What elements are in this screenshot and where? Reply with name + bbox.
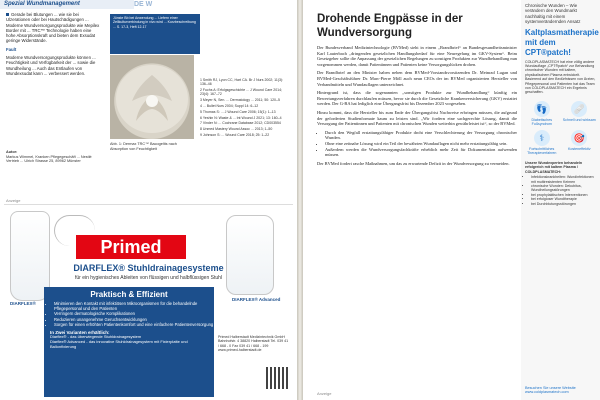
product-label-advanced: DIARFLEX® Advanced bbox=[232, 297, 281, 302]
sidebar-bullet-item: • bei prophylaktischen Interventionen bbox=[531, 193, 596, 197]
reference-item: 4 ... Bullet Nurs 2004; Suppl 14: 6–12 bbox=[200, 103, 259, 108]
ad-title: DIARFLEX® Stuhldrainagesysteme bbox=[73, 263, 224, 273]
reference-item: 3 Meyer N, Sen. ... Dermatology ... 2011; 50: 120–5 bbox=[200, 98, 280, 103]
sidebar-website-link[interactable]: Besuchen Sie unsere Website www.coldplasmatech.com bbox=[525, 386, 576, 394]
bullet-list bbox=[6, 12, 102, 79]
sidebar-bullet-item: • bei Durchblutungsstörungen bbox=[531, 202, 596, 206]
reference-item: 5 Thomas S: ... J Wound Care 2006; 15(1): 1–13 bbox=[200, 109, 276, 114]
target-icon: 🎯 bbox=[571, 130, 587, 146]
feature-icon-item: 👣 Diabetisches Fußsyndrom bbox=[525, 101, 559, 126]
reference-item: 1 Smith RJ, Lyon CC, Hart CA. Br J Nurs 2002; 11(3): 136–46 bbox=[200, 78, 284, 87]
ad-label: Anzeige bbox=[6, 198, 21, 203]
variant-item: Diarflex® Advanced - das innovative Stuhldrainagesystem mit Fixierplatte und Ballonfixierung bbox=[50, 338, 188, 349]
author-block bbox=[6, 150, 102, 164]
article-paragraph: Der Brandbrief an den Minister haben neben dem BVMed-Vorstandsvorsitzenden Dr. Meinrad Lugan und BVMed-Geschäftsführer Dr. Marc-Pierre Möll auch neun CEOs der im BVMed organisierten Hersteller von Verbandmitteln und Wundauflagen unterzeichnet. bbox=[317, 70, 517, 87]
info-box: Jünste Bb bei Anwendung ... Liefern einer Zellkulturverbindung in vivo wird ... Kurzbeschreibung ... S. 17-3, Heft 12-17 bbox=[110, 14, 200, 54]
reference-item: 2 Fuchs A: Erfolgsgeschichte ... J Wound Care 2014; 23(4): 167–72 bbox=[200, 88, 283, 97]
ad-contact: Primed Halberstadt Medizintechnik GmbH Bahnhofstr. 4 38820 Halberstadt Tel. 039 41 / 668 - 0 Fax 039 41 / 668 - 199 www.primed-halberstadt.de bbox=[218, 335, 289, 353]
section-header: Spezial Wundmanagement bbox=[0, 0, 134, 9]
article-paragraph: Hinzu kommt, dass die Hersteller bis zum Ende der Übergangsfrist Nachweise erbringen müssen, die aufgrund der geforderten Studienformate kaum zu leisten sind. „Wir fordern eine sachgerechte Lösung, damit die Versorgung der Patientinnen und Patienten mit chronischen Wunden weiterhin gewährleistet ist“, so der BVMed. bbox=[317, 109, 517, 127]
sidebar-bullet-list bbox=[525, 175, 596, 206]
photo-caption: Abb. 1: Dermax TRC™ Bacogeltis nach Absorption von Feuchtigkeit bbox=[110, 142, 177, 151]
feature-item: • Verringern dermatologische Komplikationen bbox=[54, 311, 214, 316]
bandage-icon: 🩹 bbox=[571, 101, 587, 117]
band-title: Praktisch & Effizient bbox=[90, 290, 168, 299]
feature-list bbox=[44, 301, 214, 327]
article-headline: Drohende Engpässe in der Wundversorgung bbox=[317, 13, 463, 39]
sidebar-intro: Chronische Wunden – Wie verändern den Wundmarkt nachhaltig mit einem systemverändernden Ansatz bbox=[525, 3, 581, 25]
primed-advertisement bbox=[4, 204, 293, 400]
medical-icon: ⚕ bbox=[534, 130, 550, 146]
footer-label: Anzeige bbox=[317, 391, 332, 396]
ad-feature-band bbox=[44, 287, 214, 397]
sidebar-text: COLDPLASMATECH hat eine völlig andere Wundauflage „CPT®patch“ zur Behandlung chronischer Wunden mit kaltem, physikalischem Plasma entwickelt. Basierend auf den Bedürfnissen von Ärzten, Pflegepersonal und Patienten hat das Team von COLDPLASMATECH ein Ergebnis geschaffen. bbox=[525, 59, 596, 95]
bullet-item: Fault bbox=[6, 46, 17, 52]
article-list bbox=[317, 130, 517, 158]
feature-icons bbox=[521, 97, 600, 159]
right-page bbox=[303, 0, 600, 400]
sidebar-advertisement bbox=[521, 0, 600, 400]
article-closing: Der BVMed fordert rasche Maßnahmen, um das zu erwartende Defizit in der Wundversorgung zu vermeiden. bbox=[317, 160, 510, 166]
sidebar-bullet-item: • Infektionskrankheiten: Wundinfektionen mit multiresistenten Keimen bbox=[531, 175, 596, 184]
feature-item: • Reduzieren unangenehme Geruchsentwicklungen bbox=[54, 317, 214, 322]
author-text: Markus Wimmel, Kranken Pflegegeschäft ... Nestlé Vertrieb ... Ulrich Strasse 25, 89962 Münster bbox=[6, 154, 92, 164]
author-label: Autor: bbox=[6, 150, 18, 154]
article-list-item: • Außerdem werden die Wundversorgungsfachkräfte erheblich mehr Zeit für Dokumentation aufwenden müssen. bbox=[325, 147, 517, 158]
article-list-item: • Durch den Wegfall erstattungsfähiger Produkte droht eine Verschlechterung der Versorgung chronischer Wunden. bbox=[325, 130, 517, 141]
feature-item: • Sorgen für einen erhöhten Patientenkomfort und eine einfachere Patientenversorgung bbox=[54, 322, 214, 327]
variants-title: In Zwei Varianten erhältlich: bbox=[50, 330, 110, 336]
references bbox=[200, 78, 290, 139]
variant-item: Diarflex® - das überwiegende Stuhldrainagesystem bbox=[50, 334, 142, 340]
bullet-item: Moderne Wundversorgungsprodukte können ... Feuchtigkeit und Verfügbarkeit der ... sowie die Wundheilung ... Auch das Entlaufen von Wundexsudat kann ... verbessert werden. bbox=[6, 55, 96, 76]
sidebar-bullets bbox=[521, 159, 600, 209]
feature-icon-item: ⚕ Fortschrittliches Therapieverfahren bbox=[525, 130, 559, 155]
article-body bbox=[317, 45, 517, 169]
feature-icon-item: 🩹 Schnell und wirksam bbox=[563, 101, 597, 126]
reference-item: 8 Unmed Mastery Wound Assoc ... 2013; 1–50 bbox=[200, 127, 273, 132]
section-tag: DE W bbox=[134, 1, 153, 8]
qr-code-icon bbox=[266, 367, 288, 389]
bullet-item: Gerade bei Blutungen ... wie sie bei Ulzerationen oder bei Hautschädigungen ... Moderne Wundversorgungsprodukte wie Mepilex Border mit ... TRC™ Technologie haben eine hohe Absorptionskraft und bieten dem Exsudat geringe Widerstände. bbox=[6, 12, 100, 44]
feature-item: • Minimieren den Kontakt mit infektiösen Mikroorganismen für die behandelnde Pflegepersonal und den Patienten bbox=[54, 301, 214, 311]
foot-icon: 👣 bbox=[534, 101, 550, 117]
primed-logo: Primed bbox=[76, 235, 186, 259]
sidebar-bullets-title: Unsere Wundexperten behandeln erfolgreich mit kaltem Plasma / COLDPLASMATECH: bbox=[525, 160, 583, 174]
drainage-bag-advanced-image bbox=[226, 215, 274, 295]
bullet-square-icon bbox=[6, 13, 9, 16]
article-list-item: • Ohne eine zeitnahe Lösung wird ein Teil der bewährten Wundauflagen nicht mehr erstattungsfähig sein. bbox=[325, 141, 517, 147]
ad-subtitle: für ein hygienisches Ableiten von flüssigen und halbflüssigen Stuhl bbox=[74, 275, 223, 281]
product-label-diarflex: DIARFLEX® bbox=[10, 301, 36, 306]
reference-item: 9 Johnson S: ... Wound Care 2018; 25: 1–22 bbox=[200, 132, 270, 137]
reference-item: 6 Yeshin N: Waste & ... Int Wound J 2021; 13: 160–4 bbox=[200, 115, 282, 120]
sidebar-bullet-item: • bei erfolgloser Wundtherapie bbox=[531, 197, 596, 201]
feature-icon-item: 🎯 Kosteneffektiv bbox=[563, 130, 597, 155]
article-paragraph: Hintergrund ist, dass die sogenannten „sonstigen Produkte zur Wundbehandlung“ künftig ein Bewertungsverfahren durchlaufen müssen, bevor sie durch die Gesetzliche Krankenversicherung (GKV) erstattet werden. Der G-BA hat lediglich eine Übergangsfrist bis Dezember 2023 vorgesehen. bbox=[317, 90, 517, 107]
left-page bbox=[0, 0, 297, 400]
dressing-photo-icon bbox=[110, 55, 194, 139]
sidebar-title: Kaltplasmatherapie mit dem CPT®patch! bbox=[525, 27, 599, 57]
reference-item: 7 Vinder N: ... Cochrane Database 2012; CD003554 bbox=[200, 121, 281, 126]
sidebar-bullet-item: • chronische Wunden: Dekubitus, Wundheilungsstörungen bbox=[531, 184, 596, 193]
product-photo bbox=[110, 55, 194, 139]
article-paragraph: Der Bundesverband Medizintechnologie (BVMed) sieht in einem „Brandbrief“ an Bundesgesundheitsminister Karl Lauterbach „dringenden gesetzlichen Handlungsbedarf für eine Neuregelung im GKV-System“. Beim Gesetzgeber sollte die Anpassung der gesetzlichen Regelungen zu sonstigen Produkten zur Wundbehandlung nun vorgenommen werden, damit Patientinnen und Patienten keine Versorgungslücken drohen. bbox=[317, 45, 517, 67]
